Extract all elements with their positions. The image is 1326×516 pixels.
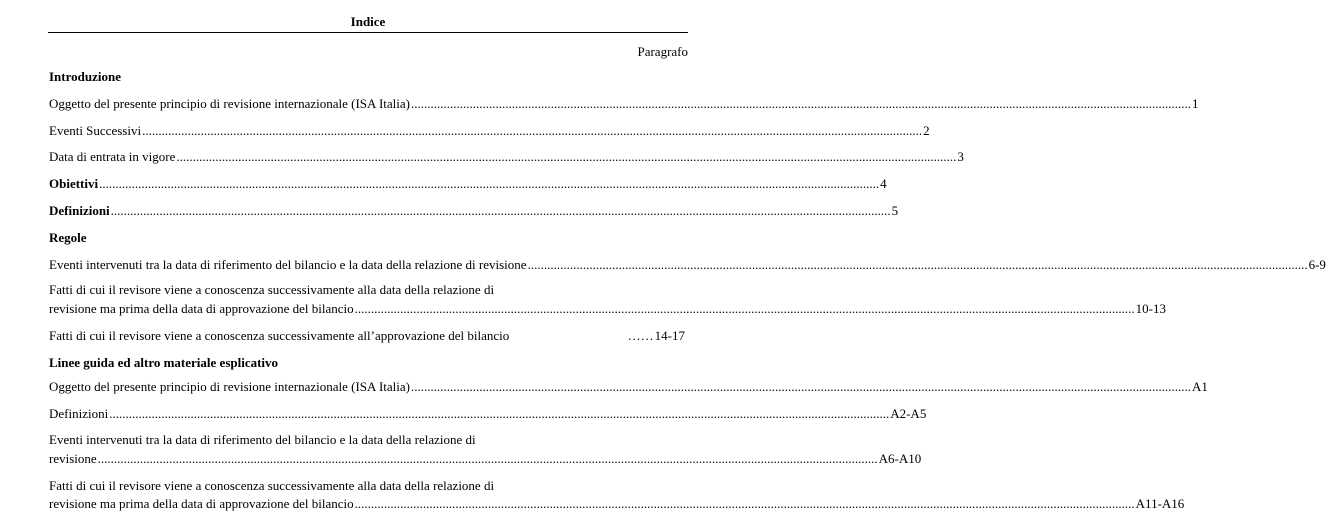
leader-dots: ................................................................................................................................................................................................................................................	[99, 176, 880, 191]
entry-number: 5	[891, 203, 899, 218]
toc-entry[interactable]: revisione ma prima della data di approvazione del bilancio ................................................................................................................................................................................................................................................ 10-13	[49, 301, 1167, 316]
toc-entry-obiettivi[interactable]: Obiettivi ................................................................................................................................................................................................................................................ 4	[49, 176, 887, 191]
entry-number: A2-A5	[890, 406, 927, 421]
column-label: Paragrafo	[637, 44, 688, 59]
entry-number: 4	[880, 176, 887, 191]
toc-entry[interactable]: revisione ma prima della data di approvazione del bilancio ................................................................................................................................................................................................................................................ A11-A16	[49, 496, 1185, 511]
entry-number: 3	[957, 149, 964, 164]
leader-dots: ................................................................................................................................................................................................................................................	[527, 257, 1308, 272]
toc-entry[interactable]: revisione ................................................................................................................................................................................................................................................ A6-A10	[49, 451, 922, 466]
entry-number: 6-9	[1308, 257, 1326, 272]
toc-entry[interactable]: Eventi Successivi ................................................................................................................................................................................................................................................ 2	[49, 123, 930, 138]
entry-number: 1	[1192, 96, 1199, 111]
leader-dots: ................................................................................................................................................................................................................................................	[176, 149, 957, 164]
entry-number: A1	[1192, 379, 1208, 394]
toc-entry-line1: Fatti di cui il revisore viene a conoscenza successivamente alla data della relazione di	[49, 478, 495, 493]
toc-entry-line1: Eventi intervenuti tra la data di riferimento del bilancio e la data della relazione di	[49, 432, 476, 447]
entry-number: 14-17	[654, 328, 685, 343]
entry-number: 2	[923, 123, 930, 138]
toc-entry[interactable]: Definizioni ................................................................................................................................................................................................................................................ A2-A5	[49, 406, 927, 421]
section-heading-linee-guida: Linee guida ed altro materiale esplicativo	[49, 355, 279, 370]
leader-dots: ................................................................................................................................................................................................................................................	[354, 496, 1135, 511]
entry-number: A11-A16	[1135, 496, 1185, 511]
leader-dots: ……	[627, 328, 654, 343]
section-heading-regole: Regole	[49, 230, 87, 245]
entry-number: 10-13	[1135, 301, 1167, 316]
leader-dots: ................................................................................................................................................................................................................................................	[354, 301, 1135, 316]
leader-dots: ................................................................................................................................................................................................................................................	[110, 203, 891, 218]
entry-number: A6-A10	[878, 451, 922, 466]
toc-entry[interactable]: Eventi intervenuti tra la data di riferimento del bilancio e la data della relazione di revisione ................................................................................................................................................................................................................................................ 6-9	[49, 257, 1326, 272]
leader-dots: ................................................................................................................................................................................................................................................	[97, 451, 878, 466]
page-title: Indice	[350, 14, 386, 29]
toc-entry[interactable]: Fatti di cui il revisore viene a conoscenza successivamente all’approvazione del bilancio …… 14-17	[49, 328, 685, 343]
title-divider	[48, 32, 688, 33]
leader-dots: ................................................................................................................................................................................................................................................	[411, 379, 1191, 394]
leader-dots: ................................................................................................................................................................................................................................................	[411, 96, 1191, 111]
leader-dots: ................................................................................................................................................................................................................................................	[142, 123, 923, 138]
section-heading-introduzione: Introduzione	[49, 69, 121, 84]
toc-entry-definizioni[interactable]: Definizioni ................................................................................................................................................................................................................................................ 5	[49, 203, 899, 218]
toc-entry[interactable]: Oggetto del presente principio di revisione internazionale (ISA Italia) ................................................................................................................................................................................................................................................ 1	[49, 96, 1199, 111]
toc-entry[interactable]: Oggetto del presente principio di revisione internazionale (ISA Italia) ................................................................................................................................................................................................................................................ A1	[49, 379, 1208, 394]
toc-entry[interactable]: Data di entrata in vigore ................................................................................................................................................................................................................................................ 3	[49, 149, 964, 164]
toc-entry-line1: Fatti di cui il revisore viene a conoscenza successivamente alla data della relazione di	[49, 282, 495, 297]
leader-dots: ................................................................................................................................................................................................................................................	[109, 406, 890, 421]
